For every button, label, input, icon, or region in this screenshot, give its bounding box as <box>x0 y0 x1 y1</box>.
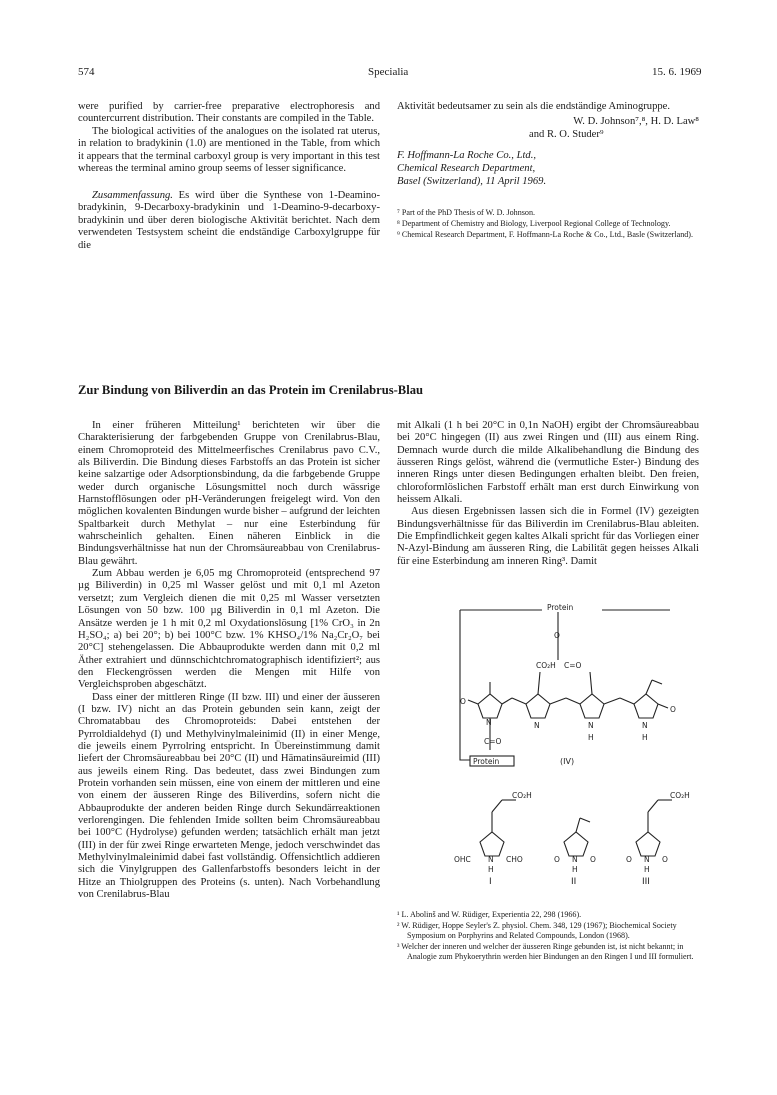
biliverdin-structure-diagram <box>440 600 720 890</box>
paragraph: were purified by carrier-free preparative electrophoresis and countercurrent distribution. Their constants are compiled in the Table. <box>78 101 380 125</box>
svg-text:N: N <box>488 855 494 864</box>
affiliation-line: Basel (Switzerland), 11 April 1969. <box>397 176 547 188</box>
svg-text:N: N <box>572 855 578 864</box>
footnotes-bottom <box>397 910 699 963</box>
protein-label-bottom: Protein <box>473 757 500 766</box>
svg-text:H: H <box>642 733 648 742</box>
svg-text:CO₂H: CO₂H <box>670 791 690 800</box>
affiliation-line: Chemical Research Department, <box>397 163 536 175</box>
footnote: ⁸ Department of Chemistry and Biology, Liverpool Regional College of Technology. <box>397 219 671 229</box>
page-number: 574 <box>78 66 95 78</box>
footnotes-top <box>397 208 699 240</box>
pyrrole-ring-2 <box>526 672 550 730</box>
svg-text:H: H <box>488 865 494 874</box>
svg-text:H: H <box>644 865 650 874</box>
svg-text:N: N <box>486 718 492 727</box>
paragraph: mit Alkali (1 h bei 20°C in 0,1n NaOH) ergibt der Chromsäureabbau bei 20°C hingegen (II) aus zwei Ringen und (III) aus einem Ring. Demnach wurde durch die milde Alkalibehandlung die Bindung des äusseren Rings gelöst, während die (vermutliche Ester-) Bindung des inneren Rings unter diesen Bedingungen erhalten bleibt. Den freien, chloroformlöslichen Farbstoff erhält man erst durch Einwirkung von heissem Alkali. <box>397 420 699 506</box>
issue-date: 15. 6. 1969 <box>652 66 702 78</box>
svg-text:III: III <box>642 877 650 887</box>
svg-text:O: O <box>670 705 676 714</box>
svg-text:O: O <box>626 855 632 864</box>
footnote: ² W. Rüdiger, Hoppe Seyler's Z. physiol. Chem. 348, 129 (1967); Biochemical Society Symposium on Porphyrins and Related Compounds, London (1968). <box>397 921 677 940</box>
compound-II <box>554 818 596 887</box>
svg-text:CO₂H: CO₂H <box>512 791 532 800</box>
c-o-label: C=O <box>564 661 582 670</box>
affiliation-line: F. Hoffmann-La Roche Co., Ltd., <box>397 150 536 162</box>
paragraph: Aktivität bedeutsamer zu sein als die endständige Aminogruppe. <box>397 101 671 112</box>
compound-III <box>626 791 690 887</box>
svg-text:H: H <box>572 865 578 874</box>
footnote: ³ Welcher der inneren und welcher der äusseren Ringe gebunden ist, ist nicht bekannt; in Analogie zum Phykoerythrin werden hier Bindungen an den Ringen I und III formuliert. <box>397 942 694 961</box>
svg-text:N: N <box>642 721 648 730</box>
svg-text:O: O <box>460 697 466 706</box>
compound-I <box>454 791 532 887</box>
paragraph: Zum Abbau werden je 6,05 mg Chromoproteid (entsprechend 97 µg Biliverdin) in 0,25 ml Wasser gelöst und mit 0,1 ml Azeton versetzt; zum Vergleich dienen die mit 0,25 ml Wasser versetzten Lösungen von 50 bzw. 100 µg Biliverdin in 0,1 ml Azeton. Die Ansätze werden je 1 h mit 0,2 ml Oxydationslösung [1% CrO₃ in 2n H₂SO₄; a) bei 20°; b) bei 100°C bzw. 1% KHSO₄/1% Na₂Cr₂O₇ bei 20°C] stehengelassen. Die Abbauprodukte werden dann mit 0,2 ml Äther extrahiert und dünnschichtchromatographisch identifiziert²; aus den Fleckengrössen werden die Mengen mit Hilfe von Vergleichsproben abgeschätzt. <box>78 568 380 691</box>
top-right-column <box>397 101 699 241</box>
svg-text:I: I <box>489 877 492 887</box>
right-column <box>397 420 699 568</box>
svg-text:H: H <box>588 733 594 742</box>
svg-text:CHO: CHO <box>506 855 523 864</box>
paragraph: Aus diesen Ergebnissen lassen sich die in Formel (IV) gezeigten Bindungsverhältnisse für das Biliverdin im Crenilabrus-Blau ableiten. Die Empfindlichkeit gegen kaltes Alkali spricht für das Vorliegen einer N-Azyl-Bindung am äusseren Ring, die Labilität gegen heisses Alkali für eine Esterbindung am inneren Ring³. Damit <box>397 506 699 567</box>
running-head: Specialia <box>368 66 409 78</box>
paragraph: In einer früheren Mitteilung¹ berichteten wir über die Charakterisierung der farbgebenden Gruppe von Crenilabrus-Blau, einem Chromoproteid des Mittelmeerfisches Crenilabrus pavo C.V., als Biliverdin. Die Bindung dieses Farbstoffs an das Protein ist sicher keine salzartige oder Adsorptionsbindung, da die farbgebende Gruppe weder durch organische Lösungsmittel noch durch wässrige Harnstofflösungen oder pH-Veränderungen freigelegt wird. Von den möglichen kovalenten Bindungen wurde bisher – aufgrund der leichten Spaltbarkeit durch Methylat – nur eine Esterbindung für wahrscheinlich gehalten. Einen näheren Einblick in die Bindungsverhältnisse hat nun der Chromsäureabbau von Crenilabrus-Blau gewährt. <box>78 420 380 567</box>
footnote: ⁷ Part of the PhD Thesis of W. D. Johnson. <box>397 208 536 218</box>
author-line: and R. O. Studer⁹ <box>529 129 604 141</box>
summary-label: Zusammenfassung. <box>92 189 173 201</box>
svg-text:N: N <box>534 721 540 730</box>
o-label: O <box>554 631 560 640</box>
top-left-column <box>78 101 380 252</box>
co2h-label: CO₂H <box>536 661 556 670</box>
protein-label-top: Protein <box>547 603 574 612</box>
pyrrole-ring-1 <box>460 682 512 727</box>
article-title: Zur Bindung von Biliverdin an das Protein im Crenilabrus-Blau <box>78 383 424 397</box>
summary-paragraph <box>78 190 380 252</box>
svg-text:O: O <box>554 855 560 864</box>
svg-text:N: N <box>588 721 594 730</box>
pyrrole-ring-3 <box>580 672 604 742</box>
svg-text:O: O <box>662 855 668 864</box>
summary-text: Es wird über die Synthese von 1-Deamino-bradykinin, 9-Decarboxy-bradykinin und 1-Deamino-9-decarboxy-bradykinin und über deren biologische Aktivität berichtet. Nach dem verwendeten Testsystem scheint die endständige Carboxylgruppe für die <box>78 189 380 251</box>
paragraph: Dass einer der mittleren Ringe (II bzw. III) und einer der äusseren (I bzw. IV) nicht an das Protein gebunden sein kann, zeigt der Chromatabbau des Chromoproteids: Dabei entstehen der Pyrroldialdehyd (I) und Methylvinylmaleinimid (II) in einer Menge, die jeweils einem Pyrrolring entspricht. In Übereinstimmung damit liefert der Chromsäureabbau bei 20°C (II) und Hämatinsäureimid (III) aus jeweils einem Ring. Das bedeutet, dass zwei Bindungen zum Protein vorhanden sein müssen, eine von einem der mittleren und eine von einem der äusseren Ringe des Biliverdins, sofern nicht die Abbauprodukte der anderen beiden Ringe durch Sekundärreaktionen verlorengingen. Die fehlenden Imide sollten beim Chromsäureabbau bei 100°C (Hydrolyse) gefunden werden; tatsächlich erhält man jetzt (III) in der für zwei Ringe erwarteten Menge, jedoch verschwindet das Methylvinylmaleinimid dabei fast vollständig. Offensichtlich addieren sich die Vinylgruppen des Gallenfarbstoffs besonders leicht in der Hitze an Thiolgruppen des Proteins (s. unten). Nach Vorbehandlung von Crenilabrus-Blau <box>78 691 380 901</box>
paragraph: The biological activities of the analogues on the isolated rat uterus, in relation to bradykinin (1.0) are mentioned in the Table, from which it appears that the terminal carboxyl group is very important in this test whereas the terminal amino group seems of lesser significance. <box>78 125 380 175</box>
pyrrole-ring-4 <box>634 680 676 742</box>
formula-label: (IV) <box>560 757 575 766</box>
footnote: ⁹ Chemical Research Department, F. Hoffmann-La Roche & Co., Ltd., Basle (Switzerland). <box>397 230 694 240</box>
svg-text:O: O <box>590 855 596 864</box>
left-column <box>78 420 380 901</box>
svg-text:OHC: OHC <box>454 855 471 864</box>
svg-text:II: II <box>571 877 577 887</box>
footnote: ¹ L. Abolinš and W. Rüdiger, Experientia 22, 298 (1966). <box>397 910 582 919</box>
c-o-label: C=O <box>484 737 502 746</box>
svg-text:N: N <box>644 855 650 864</box>
author-line: W. D. Johnson⁷,⁸, H. D. Law⁸ <box>573 116 699 128</box>
